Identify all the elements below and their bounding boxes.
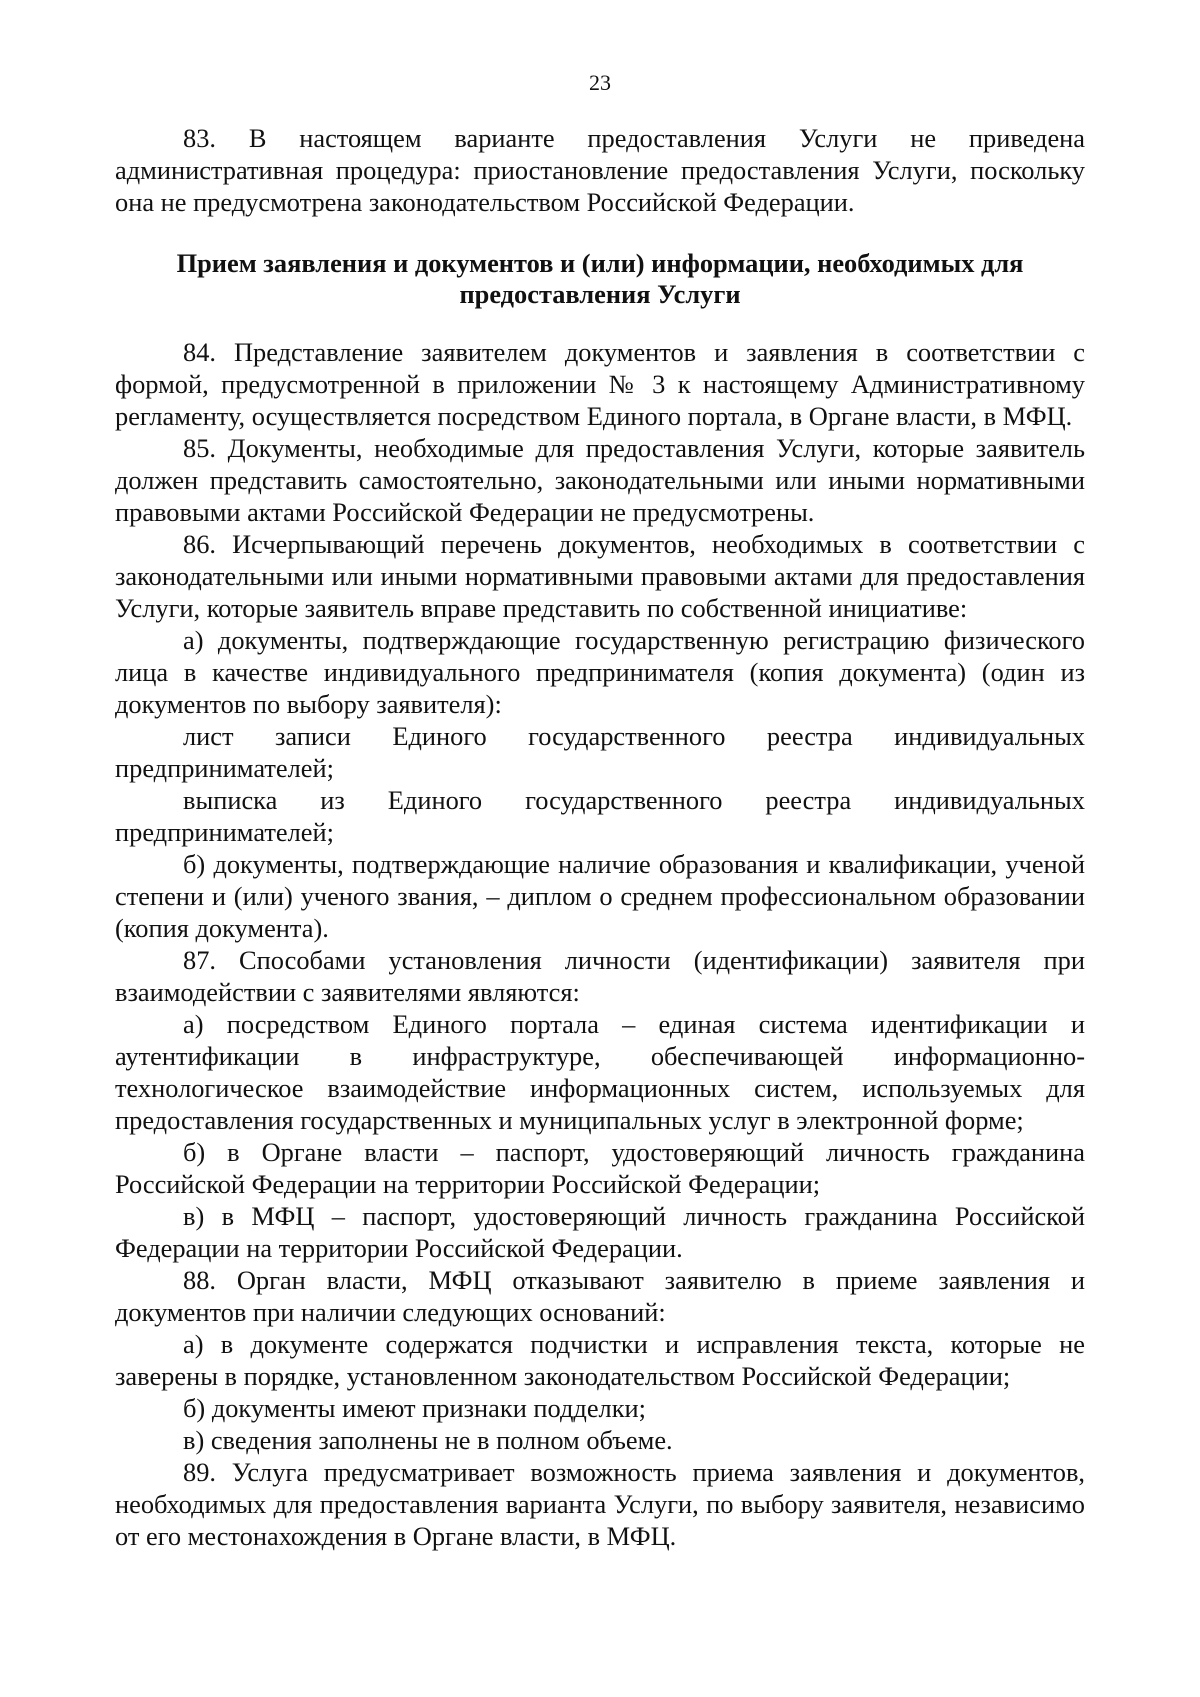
paragraph-89: 89. Услуга предусматривает возможность приема заявления и документов, необходимых для предоставления варианта Услуги, по выбору заявителя, независимо от его местонахождения в Органе власти, в МФЦ. bbox=[115, 1457, 1085, 1551]
paragraph-84: 84. Представление заявителем документов и заявления в соответствии с формой, предусмотренной в приложении № 3 к настоящему Административному регламенту, осуществляется посредством Единого портала, в Органе власти, в МФЦ. bbox=[115, 337, 1085, 431]
document-body bbox=[115, 122, 1085, 1552]
paragraph-86: 86. Исчерпывающий перечень документов, необходимых в соответствии с законодательными или иными нормативными правовыми актами для предоставления Услуги, которые заявитель вправе представить по собственной инициативе: bbox=[115, 529, 1085, 623]
paragraph-88: 88. Орган власти, МФЦ отказывают заявителю в приеме заявления и документов при наличии следующих оснований: bbox=[115, 1265, 1085, 1327]
paragraph-87-v: в) в МФЦ – паспорт, удостоверяющий личность гражданина Российской Федерации на территории Российской Федерации. bbox=[115, 1201, 1085, 1263]
page-number: 23 bbox=[589, 70, 611, 95]
paragraph-86-b: б) документы, подтверждающие наличие образования и квалификации, ученой степени и (или) ученого звания, – диплом о среднем профессиональном образовании (копия документа). bbox=[115, 849, 1085, 943]
paragraph-86-a-item-2: выписка из Единого государственного реестра индивидуальных предпринимателей; bbox=[115, 785, 1085, 847]
paragraph-83: 83. В настоящем варианте предоставления Услуги не приведена административная процедура: приостановление предоставления Услуги, поскольку она не предусмотрена законодательством Российской Федерации. bbox=[115, 123, 1085, 217]
paragraph-88-b: б) документы имеют признаки подделки; bbox=[183, 1393, 646, 1423]
paragraph-87: 87. Способами установления личности (идентификации) заявителя при взаимодействии с заявителями являются: bbox=[115, 945, 1085, 1007]
paragraph-88-a: а) в документе содержатся подчистки и исправления текста, которые не заверены в порядке, установленном законодательством Российской Федерации; bbox=[115, 1329, 1085, 1391]
paragraph-87-a: а) посредством Единого портала – единая система идентификации и аутентификации в инфраструктуре, обеспечивающей информационно-технологическое взаимодействие информационных систем, используемых для предоставления государственных и муниципальных услуг в электронной форме; bbox=[115, 1009, 1085, 1135]
section-heading: Прием заявления и документов и (или) информации, необходимых для предоставления Услуги bbox=[176, 248, 1024, 309]
paragraph-87-b: б) в Органе власти – паспорт, удостоверяющий личность гражданина Российской Федерации на территории Российской Федерации; bbox=[115, 1137, 1085, 1199]
paragraph-85: 85. Документы, необходимые для предоставления Услуги, которые заявитель должен представить самостоятельно, законодательными или иными нормативными правовыми актами Российской Федерации не предусмотрены. bbox=[115, 433, 1085, 527]
paragraph-88-v: в) сведения заполнены не в полном объеме. bbox=[183, 1425, 673, 1455]
paragraph-86-a-item-1: лист записи Единого государственного реестра индивидуальных предпринимателей; bbox=[115, 721, 1085, 783]
paragraph-86-a: а) документы, подтверждающие государственную регистрацию физического лица в качестве индивидуального предпринимателя (копия документа) (один из документов по выбору заявителя): bbox=[115, 625, 1085, 719]
